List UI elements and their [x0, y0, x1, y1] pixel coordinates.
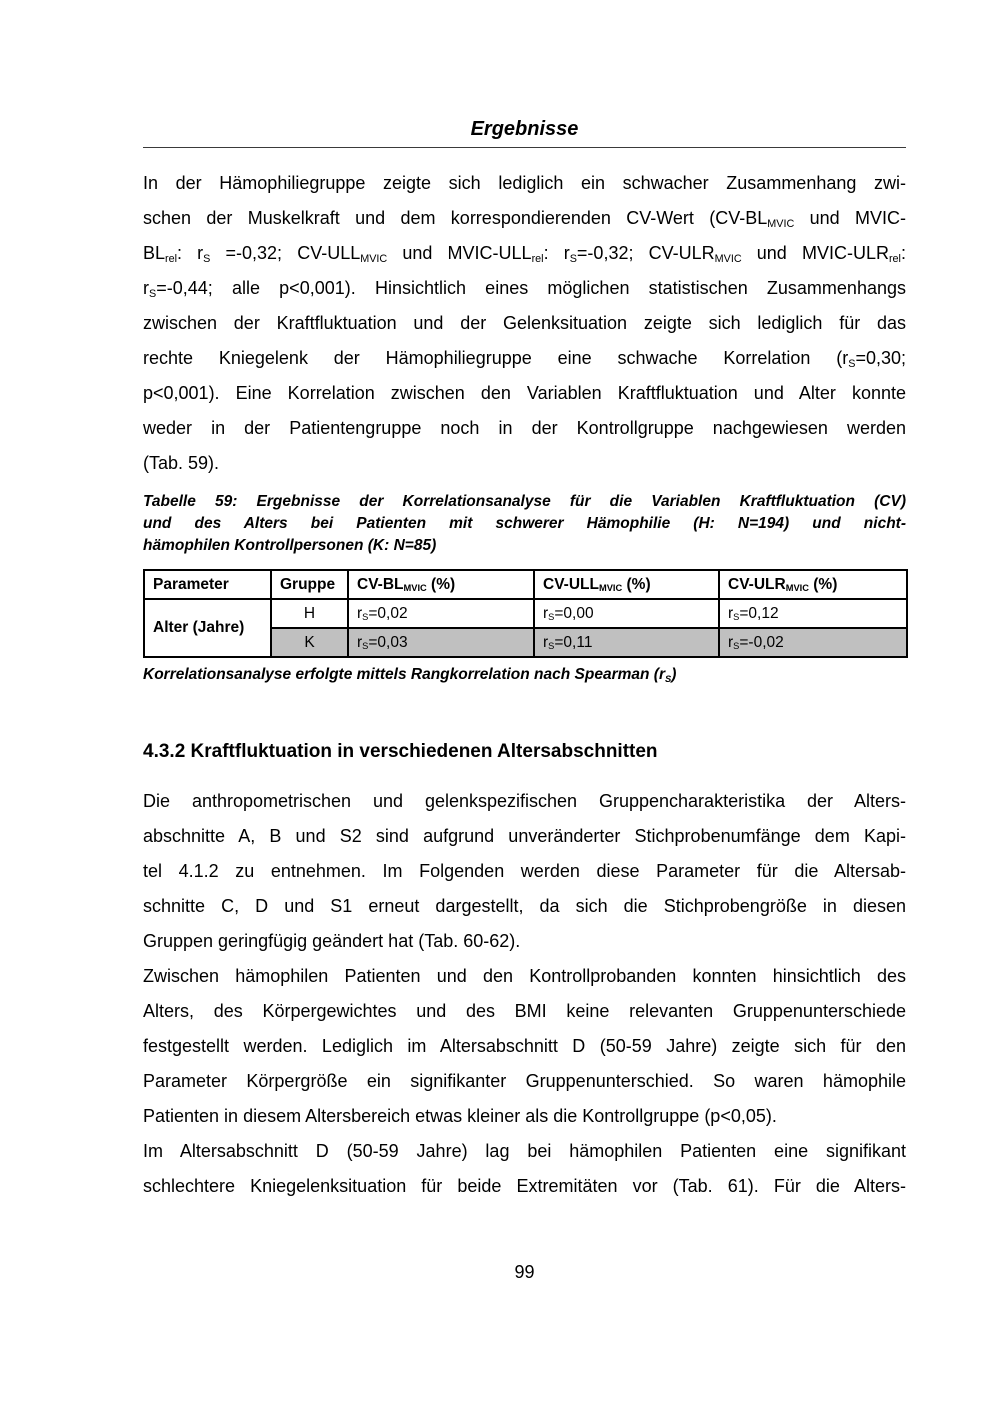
table-header-row: [144, 570, 907, 599]
paragraph-c: [143, 1134, 906, 1204]
intro-paragraph: [143, 166, 906, 481]
text-line: weder in der Patientengruppe noch in der Kontrollgruppe nachgewiesen werden: [143, 418, 906, 438]
col-header-gruppe: Gruppe: [271, 570, 348, 599]
paragraph-b: [143, 959, 906, 1134]
cell-cv-ull-h: $r_S=0,00$: [534, 599, 719, 628]
section-body: [143, 784, 906, 1204]
text-line: Alters, des Körpergewichtes und des BMI keine relevanten Gruppenunterschiede: [143, 1001, 906, 1021]
text-line: Tabelle 59: Ergebnisse der Korrelationsanalyse für die Variablen Kraftfluktuation (CV): [143, 493, 906, 510]
page-number: 99: [514, 1262, 535, 1282]
text-line: zwischen der Kraftfluktuation und der Gelenksituation zeigte sich lediglich für das: [143, 313, 906, 333]
text-line: abschnitte A, B und S2 sind aufgrund unveränderter Stichprobenumfänge dem Kapi-: [143, 826, 906, 846]
col-header-cv-ull: $CV-ULL_{MVIC}$ (%): [534, 570, 719, 599]
text-line: $BL_{rel}$: $r_S =-0,32$; $CV-ULL_{MVIC}$ und MVIC-$ULL_{rel}$: $r_S=-0,32$; $CV-ULR_{MVIC}$ und MVIC-$ULR_{rel}$:: [143, 243, 906, 266]
col-header-cv-bl: $CV-BL_{MVIC}$ (%): [348, 570, 534, 599]
text-line: schnitte C, D und S1 erneut dargestellt, da sich die Stichprobengröße in diesen: [143, 896, 906, 916]
text-line: Parameter Körpergröße ein signifikanter Gruppenunterschied. So waren hämophile: [143, 1071, 906, 1091]
text-line: Im Altersabschnitt D (50-59 Jahre) lag bei hämophilen Patienten eine signifikant: [143, 1141, 906, 1161]
text-line: hämophilen Kontrollpersonen (K: N=85): [143, 537, 437, 554]
section-heading-4-3-2: 4.3.2 Kraftfluktuation in verschiedenen Altersabschnitten: [143, 741, 658, 762]
cell-cv-ull-k: $r_S=0,11$: [534, 628, 719, 657]
header-rule: [143, 147, 906, 148]
text-line: Zwischen hämophilen Patienten und den Kontrollprobanden konnten hinsichtlich des: [143, 966, 906, 986]
table-59-wrapper: [143, 569, 906, 658]
text-line: Patienten in diesem Altersbereich etwas kleiner als die Kontrollgruppe (p<0,05).: [143, 1106, 777, 1126]
col-header-parameter: Parameter: [144, 570, 271, 599]
cell-gruppe-k: K: [271, 628, 348, 657]
cell-parameter: Alter (Jahre): [144, 599, 271, 657]
text-line: Gruppen geringfügig geändert hat (Tab. 60-62).: [143, 931, 521, 951]
text-line: schen der Muskelkraft und dem korrespondierenden CV-Wert ($CV-BL_{MVIC}$ und MVIC-: [143, 208, 906, 231]
running-head-title: Ergebnisse: [470, 118, 579, 140]
cell-cv-ulr-h: $r_S=0,12$: [719, 599, 907, 628]
table-59-footnote: Korrelationsanalyse erfolgte mittels Rangkorrelation nach Spearman $(r_S)$: [143, 666, 677, 684]
cell-cv-bl-k: $r_S=0,03$: [348, 628, 534, 657]
col-header-cv-ulr: $CV-ULR_{MVIC}$ (%): [719, 570, 907, 599]
text-line: tel 4.1.2 zu entnehmen. Im Folgenden werden diese Parameter für die Altersab-: [143, 861, 906, 881]
cell-gruppe-h: H: [271, 599, 348, 628]
text-line: p<0,001). Eine Korrelation zwischen den Variablen Kraftfluktuation und Alter konnte: [143, 383, 906, 403]
text-line: (Tab. 59).: [143, 453, 220, 473]
text-line: schlechtere Kniegelenksituation für beide Extremitäten vor (Tab. 61). Für die Alters-: [143, 1176, 906, 1196]
text-line: festgestellt werden. Lediglich im Altersabschnitt D (50-59 Jahre) zeigte sich für den: [143, 1036, 906, 1056]
table-59-caption: [143, 491, 906, 557]
text-line: Die anthropometrischen und gelenkspezifischen Gruppencharakteristika der Alters-: [143, 791, 906, 811]
text-line: In der Hämophiliegruppe zeigte sich lediglich ein schwacher Zusammenhang zwi-: [143, 173, 906, 193]
cell-cv-bl-h: $r_S=0,02$: [348, 599, 534, 628]
cell-cv-ulr-k: $r_S=-0,02$: [719, 628, 907, 657]
paragraph-a: [143, 784, 906, 959]
table-row-h: [144, 599, 907, 628]
text-line: und des Alters bei Patienten mit schwerer Hämophilie (H: N=194) und nicht-: [143, 515, 906, 532]
table-59: [143, 569, 908, 658]
text-line: rechte Kniegelenk der Hämophiliegruppe eine schwache Korrelation ($r_S=0,30$;: [143, 348, 906, 371]
text-line: $r_S=-0,44$; alle p<0,001). Hinsichtlich eines möglichen statistischen Zusammenhangs: [143, 278, 906, 301]
